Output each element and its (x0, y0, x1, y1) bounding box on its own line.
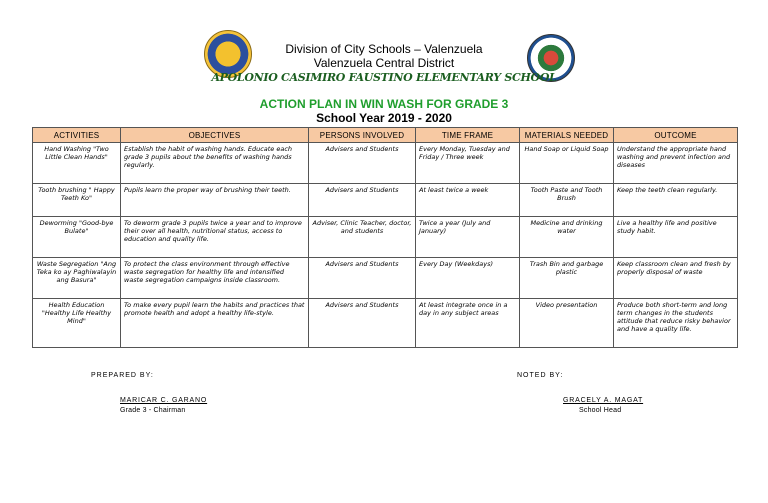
division-name: Division of City Schools – Valenzuela (285, 42, 483, 56)
materials-cell: Hand Soap or Liquid Soap (520, 143, 614, 184)
persons-cell: Advisers and Students (309, 299, 416, 348)
prepared-by-role: Grade 3 - Chairman (120, 407, 186, 414)
materials-cell: Tooth Paste and Tooth Brush (520, 184, 614, 217)
persons-cell: Advisers and Students (309, 184, 416, 217)
outcome-cell: Live a healthy life and positive study habit. (614, 217, 738, 258)
action-plan-table (32, 127, 738, 348)
column-header-materials-needed: MATERIALS NEEDED (520, 128, 614, 143)
column-header-time-frame: TIME FRAME (416, 128, 520, 143)
objective-cell: Establish the habit of washing hands. Educate each grade 3 pupils about the benefits of washing hands regularly. (121, 143, 309, 184)
school-name: APOLONIO CASIMIRO FAUSTINO ELEMENTARY SCHOOL (211, 71, 557, 84)
outcome-cell: Keep classroom clean and fresh by properly disposal of waste (614, 258, 738, 299)
school-year: School Year 2019 - 2020 (316, 111, 452, 125)
activity-cell: Waste Segregation "Ang Teka ko ay Paghiwalayin ang Basura" (33, 258, 121, 299)
noted-by-name: GRACELY A. MAGAT (563, 397, 644, 404)
materials-cell: Medicine and drinking water (520, 217, 614, 258)
outcome-cell: Keep the teeth clean regularly. (614, 184, 738, 217)
outcome-cell: Understand the appropriate hand washing and prevent infection and diseases (614, 143, 738, 184)
noted-by-role: School Head (579, 407, 622, 414)
time-frame-cell: At least integrate once in a day in any subject areas (416, 299, 520, 348)
materials-cell: Video presentation (520, 299, 614, 348)
objective-cell: To make every pupil learn the habits and practices that promote health and adopt a healthy life-style. (121, 299, 309, 348)
column-header-objectives: OBJECTIVES (121, 128, 309, 143)
objective-cell: Pupils learn the proper way of brushing their teeth. (121, 184, 309, 217)
column-header-activities: ACTIVITIES (33, 128, 121, 143)
table-row (33, 184, 738, 217)
noted-by-label: NOTED BY: (517, 372, 564, 379)
table-row (33, 217, 738, 258)
objective-cell: To protect the class environment through effective waste segregation for healthy life and intensified waste segregation campaigns inside classroom. (121, 258, 309, 299)
document-title: ACTION PLAN IN WIN WASH FOR GRADE 3 (259, 97, 509, 111)
time-frame-cell: Every Monday, Tuesday and Friday / Three week (416, 143, 520, 184)
activity-cell: Hand Washing "Two Little Clean Hands" (33, 143, 121, 184)
column-header-persons-involved: PERSONS INVOLVED (309, 128, 416, 143)
objective-cell: To deworm grade 3 pupils twice a year and to improve their over all health, nutritional status, access to education and quality life. (121, 217, 309, 258)
table-row (33, 258, 738, 299)
district-name: Valenzuela Central District (313, 56, 455, 70)
column-header-outcome: OUTCOME (614, 128, 738, 143)
prepared-by-name: MARICAR C. GARANO (120, 397, 208, 404)
persons-cell: Advisers and Students (309, 143, 416, 184)
activity-cell: Deworming "Good-bye Bulate" (33, 217, 121, 258)
table-row (33, 299, 738, 348)
activity-cell: Health Education "Healthy Life Healthy Mind" (33, 299, 121, 348)
outcome-cell: Produce both short-term and long term changes in the students attitude that reduce risky behavior and have a quality life. (614, 299, 738, 348)
activity-cell: Tooth brushing " Happy Teeth Ko" (33, 184, 121, 217)
materials-cell: Trash Bin and garbage plastic (520, 258, 614, 299)
table-row (33, 143, 738, 184)
time-frame-cell: Every Day (Weekdays) (416, 258, 520, 299)
persons-cell: Advisers and Students (309, 258, 416, 299)
prepared-by-label: PREPARED BY: (91, 372, 154, 379)
time-frame-cell: Twice a year (July and January) (416, 217, 520, 258)
time-frame-cell: At least twice a week (416, 184, 520, 217)
persons-cell: Adviser, Clinic Teacher, doctor, and students (309, 217, 416, 258)
table-header-row (33, 128, 738, 143)
